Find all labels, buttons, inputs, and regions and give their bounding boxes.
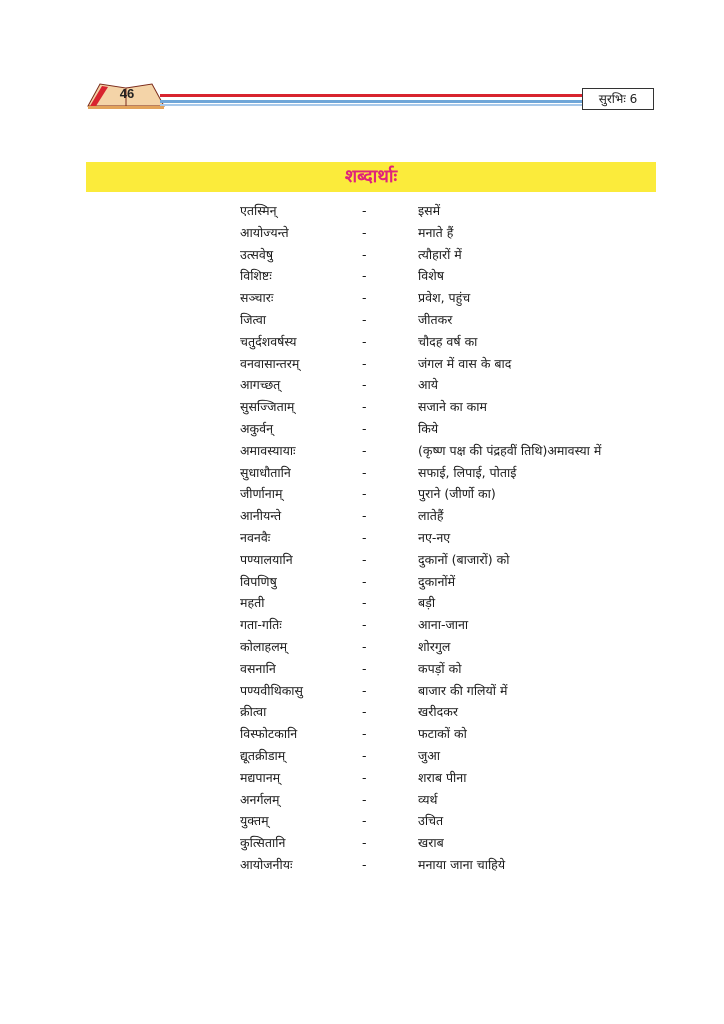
glossary-dash: - xyxy=(362,246,367,262)
page-header xyxy=(0,0,724,130)
glossary-dash: - xyxy=(362,268,367,284)
glossary-dash: - xyxy=(362,311,367,327)
glossary-word: एतस्मिन् xyxy=(240,203,277,218)
glossary-word: नवनवैः xyxy=(240,529,271,545)
glossary-meaning: सजाने का काम xyxy=(418,399,487,415)
glossary-dash: - xyxy=(362,377,367,393)
glossary-row xyxy=(240,244,680,266)
glossary-word: पण्यालयानि xyxy=(240,551,293,567)
glossary-word: सञ्चारः xyxy=(240,290,274,306)
book-tag: सुरभिः 6 xyxy=(582,88,654,110)
glossary-meaning: खराब xyxy=(418,835,444,851)
glossary-word: क्रीत्वा xyxy=(240,704,267,720)
glossary-row xyxy=(240,418,680,440)
header-rule-red xyxy=(160,94,582,97)
glossary-meaning: जुआ xyxy=(418,747,441,763)
glossary-word: विशिष्टः xyxy=(240,268,272,284)
section-title-bar xyxy=(86,162,656,192)
glossary-dash: - xyxy=(362,442,367,458)
glossary-word: सुसज्जिताम् xyxy=(240,399,295,415)
glossary-row xyxy=(240,396,680,418)
glossary-meaning: पुराने (जीर्णो का) xyxy=(418,486,496,502)
glossary-meaning: दुकानोंमें xyxy=(418,573,456,589)
glossary-dash: - xyxy=(362,355,367,371)
glossary-row xyxy=(240,222,680,244)
glossary-word: जित्वा xyxy=(240,311,267,327)
glossary-word: विपणिषु xyxy=(240,573,277,589)
glossary-row xyxy=(240,680,680,702)
glossary-word: वनवासान्तरम् xyxy=(240,355,300,371)
glossary-row xyxy=(240,658,680,680)
glossary-word: चतुर्दशवर्षस्य xyxy=(240,333,297,349)
glossary-meaning: (कृष्ण पक्ष की पंद्रहवीं तिथि)अमावस्या में xyxy=(418,442,602,458)
glossary-dash: - xyxy=(362,747,367,763)
glossary-dash: - xyxy=(362,704,367,720)
glossary-word: उत्सवेषु xyxy=(240,246,274,262)
header-rule-blue-light xyxy=(160,104,582,106)
glossary-dash: - xyxy=(362,529,367,545)
glossary-word: आयोजनीयः xyxy=(240,856,293,872)
glossary-dash: - xyxy=(362,835,367,851)
glossary-row xyxy=(240,854,680,876)
glossary-word: जीर्णानाम् xyxy=(240,486,283,502)
glossary-dash: - xyxy=(362,856,367,872)
glossary-meaning: विशेष xyxy=(418,268,444,284)
glossary-dash: - xyxy=(362,682,367,698)
glossary-meaning: लातेहैं xyxy=(418,508,444,524)
glossary-word: युक्तम् xyxy=(240,813,269,829)
glossary-meaning: व्यर्थ xyxy=(418,791,438,807)
page-number: 46 xyxy=(119,86,135,101)
glossary-row xyxy=(240,462,680,484)
glossary-word: महती xyxy=(240,595,265,611)
glossary-row xyxy=(240,505,680,527)
glossary-dash: - xyxy=(362,224,367,240)
glossary-word: सुधाधौतानि xyxy=(240,464,291,480)
glossary-meaning: मनाया जाना चाहिये xyxy=(418,856,506,872)
glossary-row xyxy=(240,287,680,309)
glossary-dash: - xyxy=(362,617,367,633)
glossary-dash: - xyxy=(362,813,367,829)
glossary-row xyxy=(240,527,680,549)
glossary-meaning: प्रवेश, पहुंच xyxy=(418,290,471,306)
glossary-meaning: बाजार की गलियों में xyxy=(418,682,508,698)
glossary-word: द्यूतक्रीडाम् xyxy=(240,747,286,763)
glossary-row xyxy=(240,374,680,396)
glossary-dash: - xyxy=(362,769,367,785)
glossary-meaning: शोरगुल xyxy=(418,638,451,654)
glossary-row xyxy=(240,571,680,593)
glossary-meaning: मनाते हैं xyxy=(418,224,454,240)
glossary-list xyxy=(240,200,680,876)
header-rule-blue xyxy=(160,100,582,103)
glossary-row xyxy=(240,789,680,811)
glossary-word: विस्फोटकानि xyxy=(240,726,298,742)
glossary-row xyxy=(240,723,680,745)
glossary-dash: - xyxy=(362,595,367,611)
glossary-word: मद्यपानम् xyxy=(240,769,281,785)
glossary-meaning: त्यौहारों में xyxy=(418,246,462,262)
glossary-row xyxy=(240,832,680,854)
glossary-meaning: आना-जाना xyxy=(418,617,469,633)
glossary-meaning: बड़ी xyxy=(418,595,436,611)
glossary-meaning: शराब पीना xyxy=(418,769,467,785)
glossary-dash: - xyxy=(362,638,367,654)
section-title: शब्दार्थाः xyxy=(344,166,398,187)
glossary-meaning: इसमें xyxy=(418,203,441,218)
glossary-row xyxy=(240,200,680,222)
glossary-row xyxy=(240,440,680,462)
glossary-dash: - xyxy=(362,290,367,306)
glossary-dash: - xyxy=(362,573,367,589)
glossary-meaning: जंगल में वास के बाद xyxy=(418,355,512,371)
glossary-meaning: उचित xyxy=(418,813,444,829)
glossary-dash: - xyxy=(362,486,367,502)
glossary-row xyxy=(240,810,680,832)
glossary-row xyxy=(240,636,680,658)
glossary-row xyxy=(240,614,680,636)
glossary-row xyxy=(240,353,680,375)
glossary-meaning: फटाकों को xyxy=(418,726,467,742)
glossary-word: अकुर्वन् xyxy=(240,420,274,436)
glossary-dash: - xyxy=(362,791,367,807)
glossary-meaning: आये xyxy=(418,377,439,393)
glossary-meaning: कपड़ों को xyxy=(418,660,462,676)
glossary-row xyxy=(240,767,680,789)
glossary-dash: - xyxy=(362,660,367,676)
glossary-meaning: दुकानों (बाजारों) को xyxy=(418,551,510,567)
glossary-row xyxy=(240,549,680,571)
glossary-dash: - xyxy=(362,464,367,480)
glossary-dash: - xyxy=(362,551,367,567)
glossary-row xyxy=(240,592,680,614)
glossary-meaning: जीतकर xyxy=(418,311,453,327)
glossary-row xyxy=(240,745,680,767)
glossary-row xyxy=(240,483,680,505)
glossary-meaning: सफाई, लिपाई, पोताई xyxy=(418,464,517,480)
glossary-word: पण्यवीथिकासु xyxy=(240,682,303,698)
glossary-word: आयोज्यन्ते xyxy=(240,224,289,240)
glossary-row xyxy=(240,701,680,723)
glossary-dash: - xyxy=(362,420,367,436)
glossary-row xyxy=(240,265,680,287)
glossary-word: अनर्गलम् xyxy=(240,791,280,807)
glossary-dash: - xyxy=(362,726,367,742)
glossary-word: आनीयन्ते xyxy=(240,508,282,524)
glossary-meaning: खरीदकर xyxy=(418,704,458,720)
glossary-dash: - xyxy=(362,508,367,524)
glossary-dash: - xyxy=(362,203,367,218)
glossary-word: कोलाहलम् xyxy=(240,638,288,654)
glossary-word: गता-गतिः xyxy=(240,617,282,633)
glossary-meaning: किये xyxy=(418,420,439,436)
glossary-meaning: चौदह वर्ष का xyxy=(418,333,478,349)
glossary-meaning: नए-नए xyxy=(418,529,451,545)
glossary-word: अमावस्यायाः xyxy=(240,442,296,458)
glossary-dash: - xyxy=(362,399,367,415)
glossary-row xyxy=(240,309,680,331)
glossary-word: आगच्छत् xyxy=(240,377,281,393)
glossary-word: कुत्सितानि xyxy=(240,835,286,851)
glossary-row xyxy=(240,331,680,353)
glossary-word: वसनानि xyxy=(240,660,276,676)
glossary-dash: - xyxy=(362,333,367,349)
